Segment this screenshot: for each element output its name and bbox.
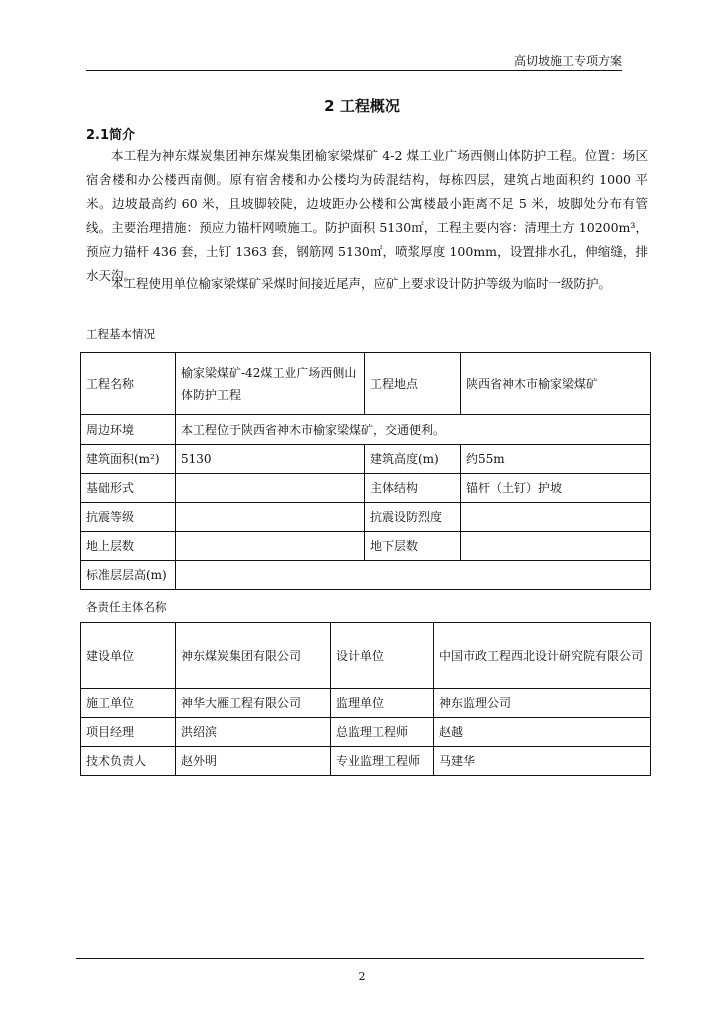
table1-caption: 工程基本情况	[86, 327, 155, 341]
responsible-parties-table	[80, 622, 651, 776]
running-header-title: 高切坡施工专项方案	[513, 54, 622, 68]
table-row	[81, 561, 651, 590]
section-title: 2.1简介	[86, 128, 136, 143]
table-cell: 标准层层高(m)	[81, 561, 176, 590]
table-cell: 马建华	[434, 747, 651, 776]
footer-rule	[76, 958, 644, 959]
table-cell: 工程地点	[365, 353, 461, 415]
table-cell: 神东监理公司	[434, 689, 651, 718]
table-cell: 5130	[176, 445, 365, 474]
table-cell: 建设单位	[81, 623, 176, 689]
table-cell	[461, 532, 651, 561]
header-rule	[86, 70, 622, 71]
table-cell: 约55m	[461, 445, 651, 474]
table-cell: 建筑面积(m²)	[81, 445, 176, 474]
table-row	[81, 689, 651, 718]
table-row	[81, 503, 651, 532]
table-cell: 陕西省神木市榆家梁煤矿	[461, 353, 651, 415]
table-row	[81, 532, 651, 561]
table-row	[81, 747, 651, 776]
table-cell: 主体结构	[365, 474, 461, 503]
table-cell: 监理单位	[331, 689, 434, 718]
table-cell: 周边环境	[81, 415, 176, 445]
intro-paragraph: 本工程为神东煤炭集团神东煤炭集团榆家梁煤矿 4-2 煤工业广场西侧山体防护工程。位置：场区宿舍楼和办公楼西南侧。原有宿舍楼和办公楼均为砖混结构，每栋四层，建筑占地面积约 1000 平米。边坡最高约 60 米，且坡脚较陡，边坡距办公楼和公寓楼最小距离不足 5 米，坡脚处分布有管线。主要治理措施：预应力锚杆网喷施工。防护面积 5130㎡，工程主要内容：清理土方 10200m³，预应力锚杆 436 套，土钉 1363 套，钢筋网 5130㎡，喷浆厚度 100mm，设置排水孔，伸缩缝，排水天沟。	[86, 148, 648, 283]
table-cell: 神东煤炭集团有限公司	[176, 623, 331, 689]
table-cell: 技术负责人	[81, 747, 176, 776]
table-cell: 地下层数	[365, 532, 461, 561]
table-cell: 中国市政工程西北设计研究院有限公司	[434, 623, 651, 689]
table-cell: 榆家梁煤矿-42煤工业广场西侧山体防护工程	[176, 353, 365, 415]
protection-level-paragraph: 本工程使用单位榆家梁煤矿采煤时间接近尾声，应矿上要求设计防护等级为临时一级防护。	[111, 276, 612, 291]
table-cell	[461, 503, 651, 532]
table-cell: 神华大雁工程有限公司	[176, 689, 331, 718]
chapter-title: 2 工程概况	[324, 97, 400, 115]
table-cell: 工程名称	[81, 353, 176, 415]
table-row	[81, 623, 651, 689]
table-cell	[176, 532, 365, 561]
table-cell: 项目经理	[81, 718, 176, 747]
table-cell: 施工单位	[81, 689, 176, 718]
table-row	[81, 718, 651, 747]
table-cell	[176, 503, 365, 532]
table-cell: 专业监理工程师	[331, 747, 434, 776]
table-row	[81, 445, 651, 474]
table-cell: 本工程位于陕西省神木市榆家梁煤矿，交通便利。	[176, 415, 651, 445]
table-cell	[176, 474, 365, 503]
table-cell: 锚杆（土钉）护坡	[461, 474, 651, 503]
table-row	[81, 415, 651, 445]
page-number: 2	[358, 970, 366, 983]
table-cell: 建筑高度(m)	[365, 445, 461, 474]
table-cell: 赵外明	[176, 747, 331, 776]
table-row	[81, 353, 651, 415]
table-cell: 洪绍滨	[176, 718, 331, 747]
table-cell: 基础形式	[81, 474, 176, 503]
table-row	[81, 474, 651, 503]
table-cell: 赵越	[434, 718, 651, 747]
table-cell: 设计单位	[331, 623, 434, 689]
table-cell: 地上层数	[81, 532, 176, 561]
table2-caption: 各责任主体名称	[86, 600, 167, 614]
project-basic-info-table	[80, 352, 651, 590]
table-cell	[176, 561, 651, 590]
table-cell: 总监理工程师	[331, 718, 434, 747]
table-cell: 抗震等级	[81, 503, 176, 532]
table-cell: 抗震设防烈度	[365, 503, 461, 532]
